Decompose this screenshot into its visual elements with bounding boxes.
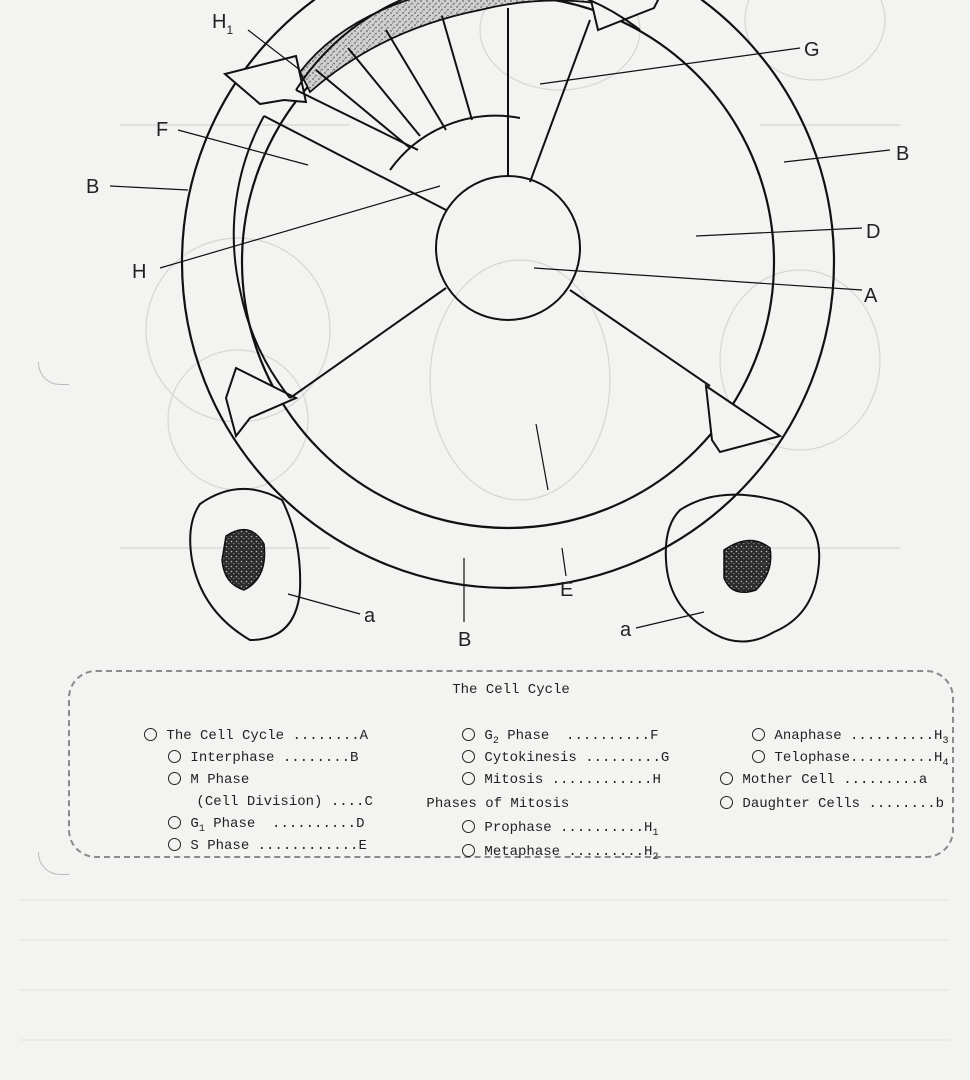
daughter-cell-left [190,489,300,640]
label-b-right: B [896,143,910,165]
arrow-top-left [225,56,306,104]
label-b-left: B [86,176,100,198]
label-f: F [156,119,169,141]
legend-item-m-phase-cont: (Cell Division) ....C [196,794,373,810]
legend-heading-phases-of-mitosis: Phases of Mitosis [426,796,570,812]
label-a-small-left: a [364,605,376,627]
legend-title: The Cell Cycle [452,682,570,698]
label-a: A [864,285,878,307]
label-h: H [132,261,147,283]
label-e: E [560,579,574,601]
legend-item-g1-phase[interactable]: $G_1$ Phase ..........D [118,794,364,814]
daughter-cell-right [666,495,819,642]
legend-box [68,670,954,863]
label-a-small-right: a [620,619,632,641]
legend-item-metaphase[interactable]: Metaphase $.........H_2$ [412,822,658,842]
page-bottom-texture [0,860,970,1080]
radio-bubble[interactable] [462,844,475,857]
label-h1: $H_1$ [212,11,234,37]
legend-item-daughter-cells[interactable]: Daughter Cells ........b [670,774,944,794]
legend-item-anaphase[interactable]: Anaphase $..........H_3$ [702,706,948,726]
legend-item-mother-cell[interactable]: Mother Cell .........a [670,750,927,770]
label-d: D [866,221,881,243]
arrow-right-bottom [706,386,780,452]
legend-item-cytokinesis[interactable]: Cytokinesis .........G [412,728,669,748]
diagram-labels [86,11,909,651]
legend-item-prophase[interactable]: Prophase $..........H_1$ [412,798,658,818]
arrow-left [226,368,296,436]
inner-phase-wheel [234,0,710,398]
legend-item-interphase[interactable]: Interphase ........B [118,728,358,748]
legend-item-telophase[interactable]: $Telophase..........H_4$ [702,728,948,748]
legend-item-mitosis[interactable]: Mitosis ............H [412,750,661,770]
legend-item-cell-cycle[interactable]: The Cell Cycle ........A [94,706,368,726]
legend-item-s-phase[interactable]: S Phase ............E [118,816,367,836]
legend-item-g2-phase[interactable]: $G_2$ Phase ..........F [412,706,658,726]
radio-bubble[interactable] [720,796,733,809]
radio-bubble[interactable] [168,838,181,851]
legend-item-m-phase[interactable]: M Phase [118,750,249,770]
label-g: G [804,39,820,61]
label-b-bottom: B [458,629,472,651]
